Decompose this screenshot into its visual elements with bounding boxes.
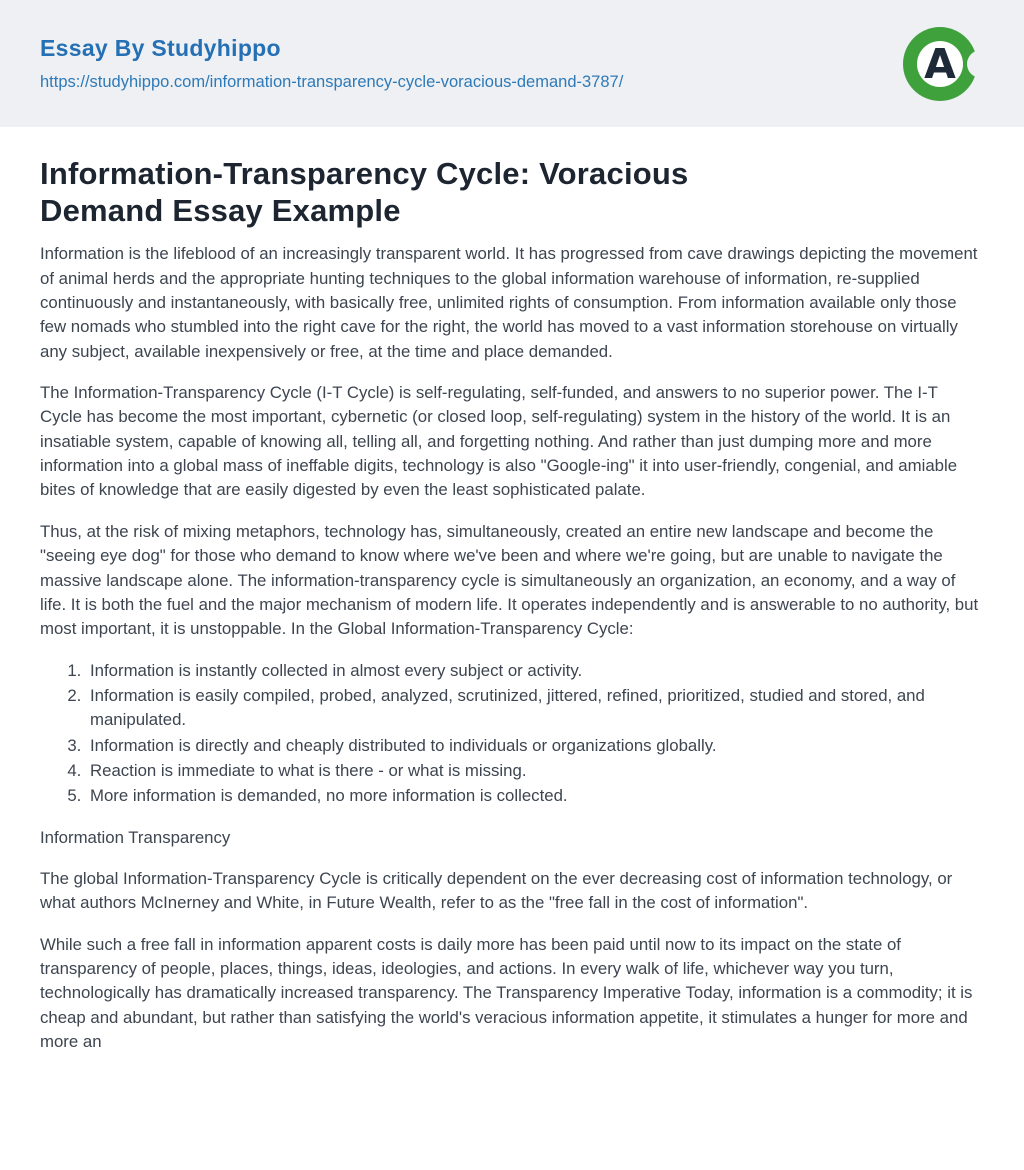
source-url-link[interactable]: https://studyhippo.com/information-transparency-cycle-voracious-demand-3787/: [40, 73, 624, 91]
logo-letter: A: [924, 39, 956, 88]
header-text-block: [40, 35, 623, 92]
essay-content: [0, 127, 1024, 1054]
essay-title-line-2: Demand Essay Example: [40, 193, 401, 229]
page-header: [0, 0, 1024, 127]
cycle-step-item-3: 3. Information is directly and cheaply distributed to individuals or organizations globally.: [86, 734, 980, 758]
studyhippo-logo: [902, 26, 978, 102]
cycle-step-item-4: 4. Reaction is immediate to what is there - or what is missing.: [86, 759, 980, 783]
studyhippo-logo-icon: [902, 26, 978, 102]
cycle-step-item-1: 1. Information is instantly collected in almost every subject or activity.: [86, 659, 980, 683]
essay-paragraph-1: Information is the lifeblood of an increasingly transparent world. It has progressed from cave drawings depicting the movement of animal herds and the appropriate hunting techniques to the global information warehouse of information, re-supplied continuously and instantaneously, with basically free, unlimited rights of consumption. From information available only those few nomads who stumbled into the right cave for the right, the world has moved to a vast information storehouse on virtually any subject, available inexpensively or free, at the time and place demanded.: [40, 244, 978, 361]
cycle-steps-list: [40, 659, 980, 809]
essay-title-line-1: Information-Transparency Cycle: Voracious: [40, 156, 689, 191]
essay-paragraph-3: Thus, at the risk of mixing metaphors, technology has, simultaneously, created an entire new landscape and become the "seeing eye dog" for those who demand to know where we've been and where we're going, but are unable to navigate the massive landscape alone. The information-transparency cycle is simultaneously an organization, an economy, and a way of life. It is both the fuel and the major mechanism of modern life. It operates independently and is answerable to no authority, but most important, it is unstoppable. In the Global Information-Transparency Cycle:: [40, 521, 979, 639]
essay-paragraph-2: The Information-Transparency Cycle (I-T Cycle) is self-regulating, self-funded, and answers to no superior power. The I-T Cycle has become the most important, cybernetic (or closed loop, self-regulating) system in the history of the world. It is an insatiable system, capable of knowing all, telling all, and forgetting nothing. And rather than just dumping more and more information into a global mass of ineffable digits, technology is also "Google-ing" it into user-friendly, congenial, and amiable bites of knowledge that are easily digested by even the least sophisticated palate.: [40, 383, 958, 500]
cycle-step-item-5: 5. More information is demanded, no more information is collected.: [86, 784, 980, 808]
site-title-label: Essay By Studyhippo: [40, 35, 281, 61]
essay-paragraph-5: While such a free fall in information apparent costs is daily more has been paid until now to its impact on the state of transparency of people, places, things, ideas, ideologies, and actions. In every walk of life, whichever way you turn, technologically has dramatically increased transparency. The Transparency Imperative Today, information is a commodity; it is cheap and abundant, but rather than satisfying the world's veracious information appetite, it stimulates a hunger for more and more an: [40, 934, 973, 1051]
section-subheading: Information Transparency: [40, 827, 231, 847]
cycle-step-item-2: 2. Information is easily compiled, probed, analyzed, scrutinized, jittered, refined, prioritized, studied and stored, and manipulated.: [86, 684, 980, 733]
essay-paragraph-4: The global Information-Transparency Cycle is critically dependent on the ever decreasing cost of information technology, or what authors McInerney and White, in Future Wealth, refer to as the "free fall in the cost of information".: [40, 868, 953, 913]
essay-title: [40, 155, 980, 229]
